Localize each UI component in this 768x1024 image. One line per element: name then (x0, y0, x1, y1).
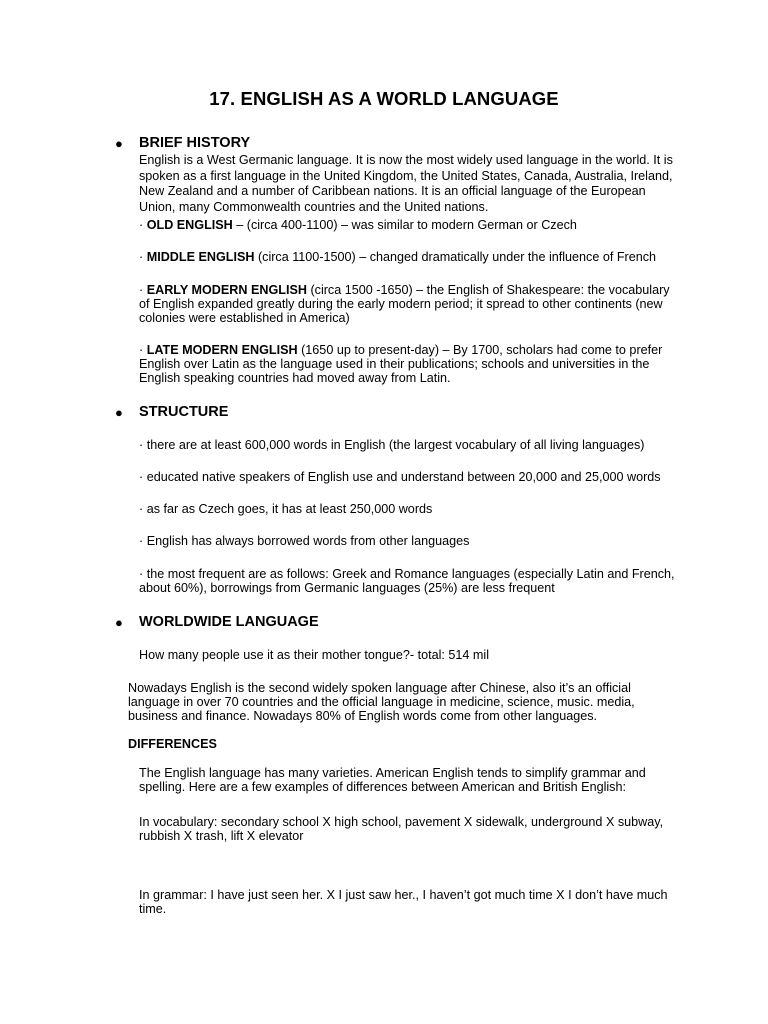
structure-item: · as far as Czech goes, it has at least 250,000 words (139, 502, 433, 516)
entry-prefix: · (139, 250, 147, 264)
early-modern-english-entry (139, 283, 679, 325)
late-modern-english-entry (139, 343, 679, 385)
entry-prefix: · (139, 283, 147, 297)
bullet-icon: ● (115, 405, 123, 420)
page-title: 17. ENGLISH AS A WORLD LANGUAGE (209, 88, 559, 109)
entry-text: (circa 1100-1500) – changed dramatically under the influence of French (254, 250, 657, 264)
entry-term: OLD ENGLISH (146, 218, 233, 232)
section-heading-structure: STRUCTURE (139, 404, 229, 420)
mother-tongue-line: How many people use it as their mother tongue?- total: 514 mil (139, 648, 490, 662)
structure-item: · there are at least 600,000 words in English (the largest vocabulary of all living languages) (139, 438, 645, 452)
old-english-entry (139, 218, 679, 234)
entry-text: (circa 1500 -1650) – the English of Shakespeare: the vocabulary of English expanded greatly during the early modern period; it spread to other continents (new colonies were established in America) (139, 283, 670, 325)
entry-prefix: · (139, 218, 147, 232)
vocabulary-differences: In vocabulary: secondary school X high school, pavement X sidewalk, underground X subway, rubbish X trash, lift X elevator (139, 815, 664, 843)
bullet-icon: ● (115, 615, 123, 630)
differences-heading: DIFFERENCES (128, 737, 217, 751)
differences-intro: The English language has many varieties. American English tends to simplify grammar and spelling. Here are a few examples of differences between American and British English: (139, 766, 646, 794)
grammar-differences: In grammar: I have just seen her. X I just saw her., I haven’t got much time X I don’t have much time. (139, 888, 668, 916)
entry-text: – (circa 400-1100) – was similar to modern German or Czech (232, 218, 577, 232)
entry-term: LATE MODERN ENGLISH (146, 343, 298, 357)
entry-text: (1650 up to present-day) – By 1700, scholars had come to prefer English over Latin as the language used in their publications; schools and universities in the English speaking countries had moved away from Latin. (139, 343, 663, 385)
structure-item: · English has always borrowed words from other languages (139, 534, 470, 548)
nowadays-paragraph: Nowadays English is the second widely spoken language after Chinese, also it’s an official language in over 70 countries and the official language in medicine, science, music. media, business and finance. Nowadays 80% of English words come from other languages. (128, 681, 635, 723)
middle-english-entry (139, 250, 679, 266)
structure-item: · the most frequent are as follows: Greek and Romance languages (especially Latin and French, about 60%), borrowings from Germanic languages (25%) are less frequent (139, 567, 675, 595)
section-heading-worldwide-language: WORLDWIDE LANGUAGE (139, 614, 319, 630)
bullet-icon: ● (115, 136, 123, 151)
structure-item: · educated native speakers of English use and understand between 20,000 and 25,000 words (139, 470, 661, 484)
section-heading-brief-history: BRIEF HISTORY (139, 135, 251, 151)
entry-term: EARLY MODERN ENGLISH (146, 283, 307, 297)
entry-prefix: · (139, 343, 147, 357)
entry-term: MIDDLE ENGLISH (146, 250, 255, 264)
brief-history-intro: English is a West Germanic language. It is now the most widely used language in the world. It is spoken as a first language in the United Kingdom, the United States, Canada, Australia, Ireland, New Zealand and a number of Caribbean nations. It is an official language of the European Union, many Commonwealth countries and the United nations. (139, 153, 673, 214)
